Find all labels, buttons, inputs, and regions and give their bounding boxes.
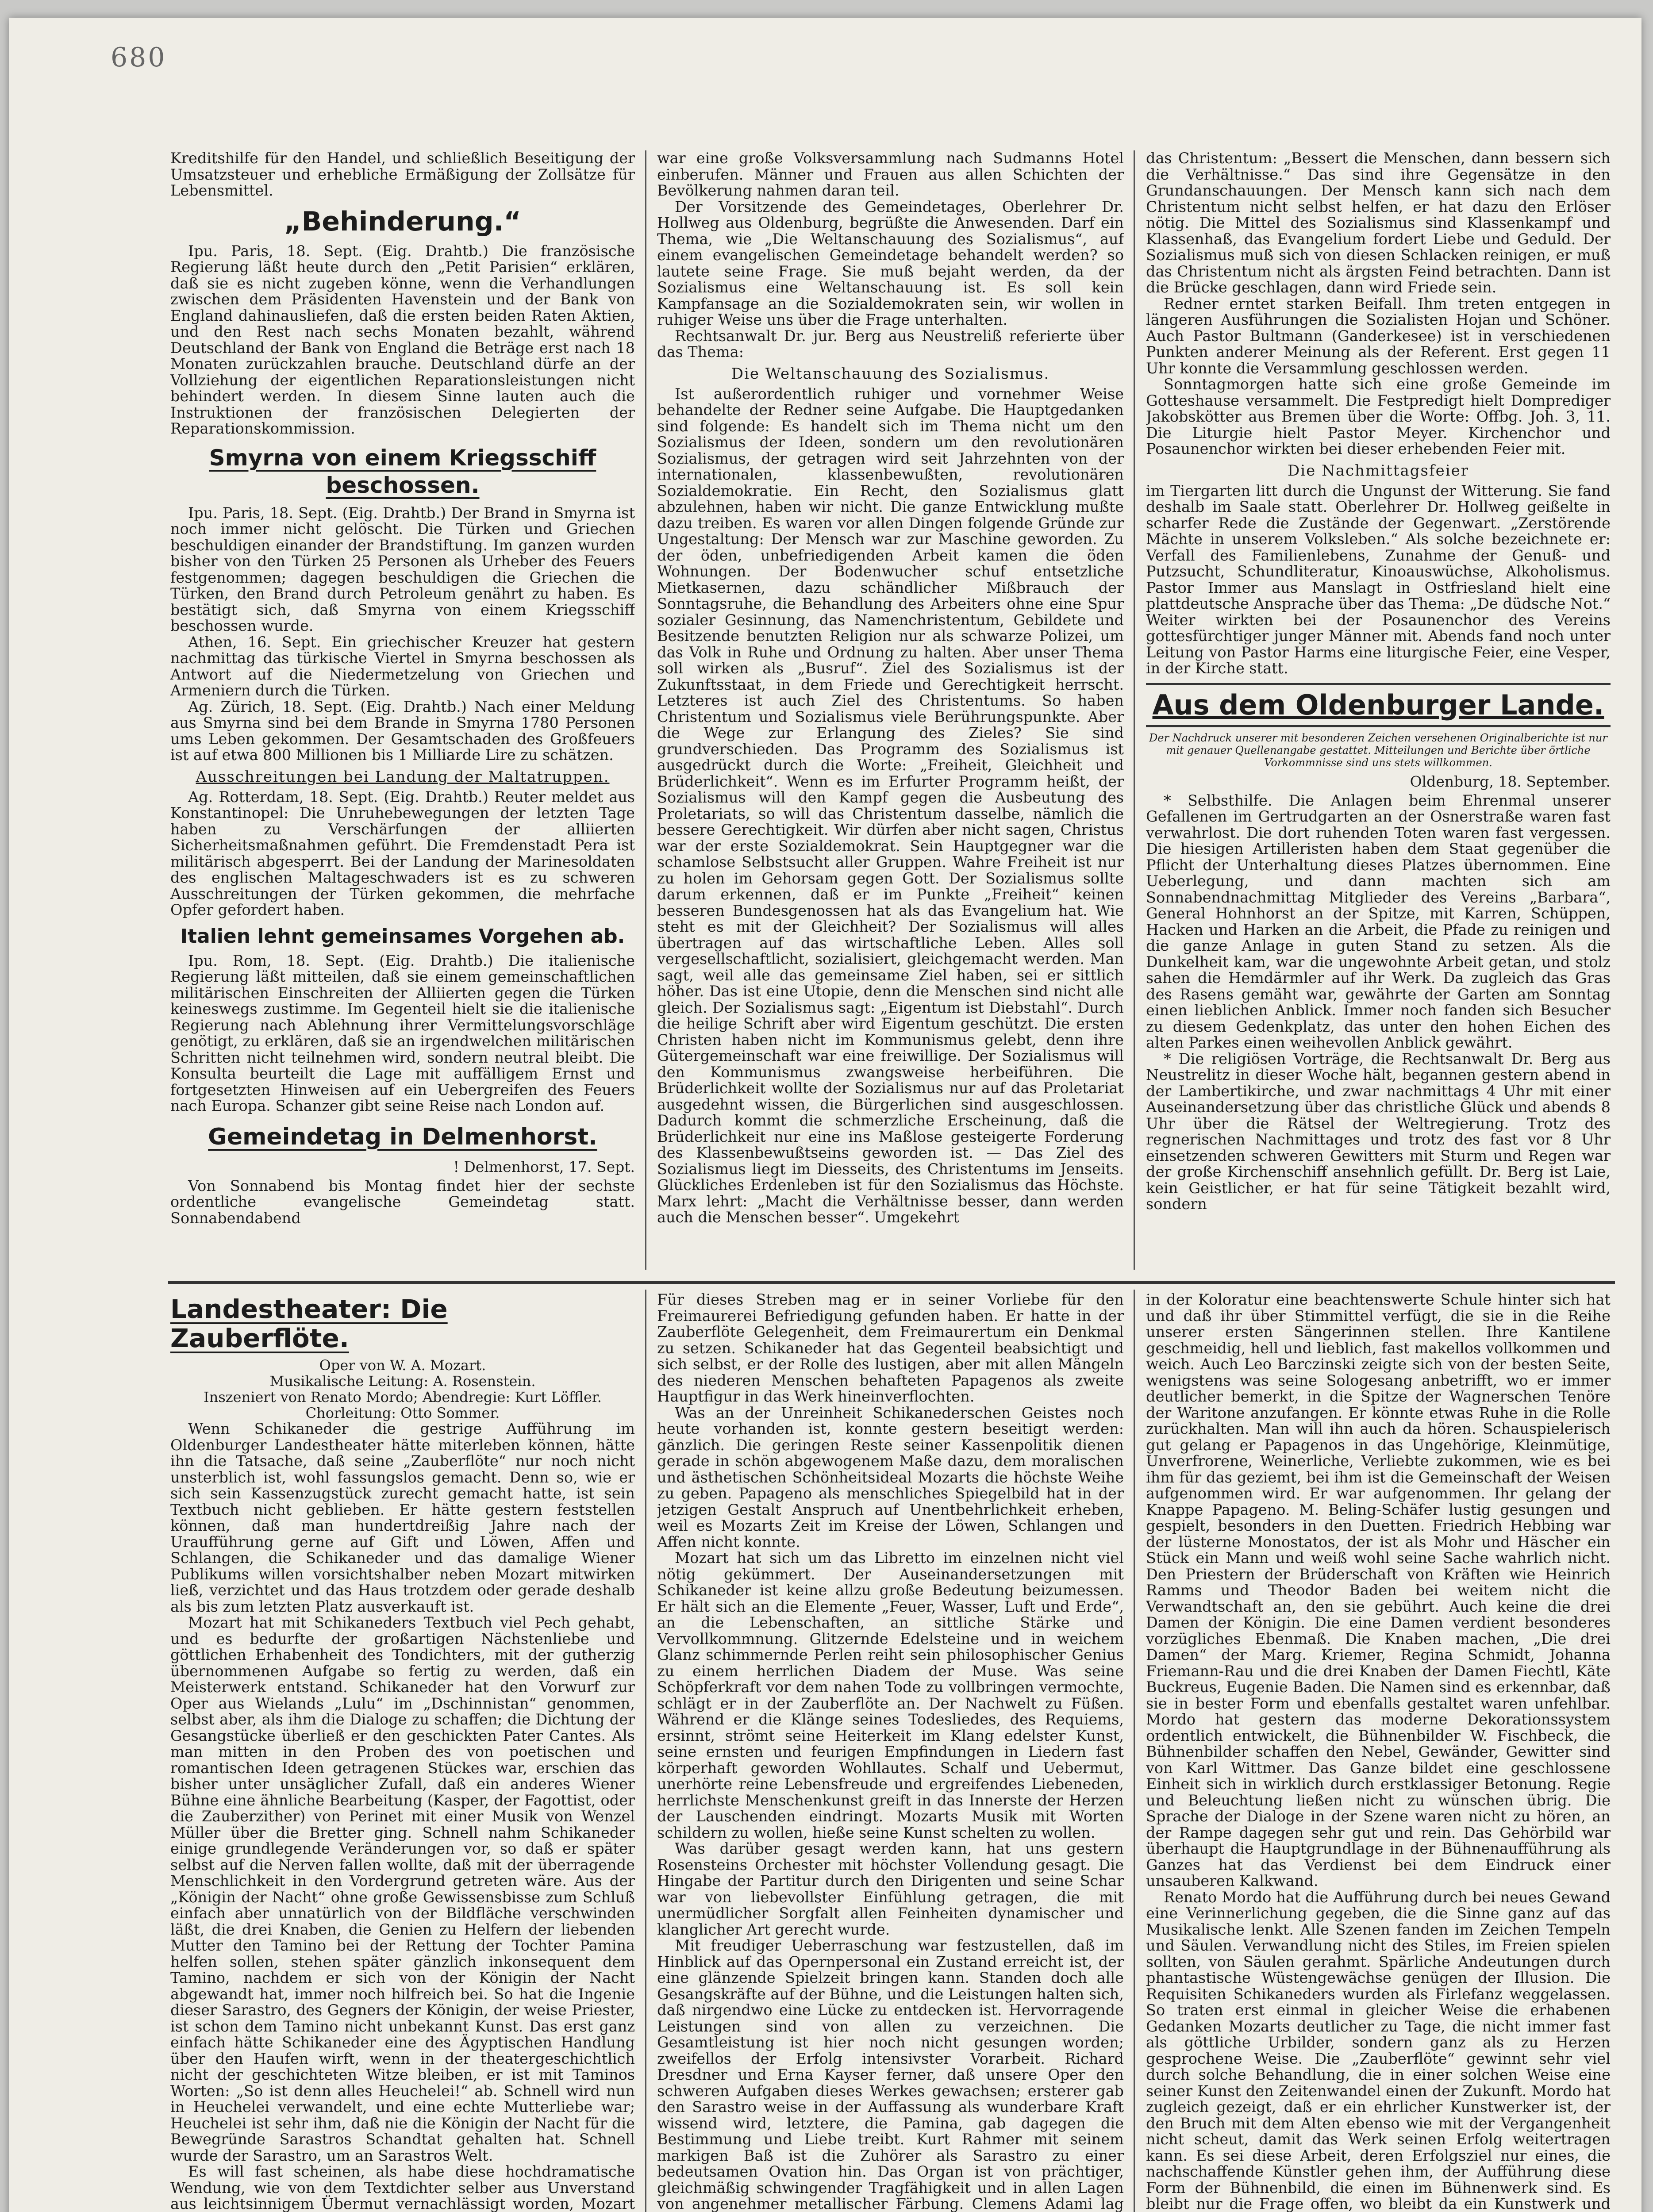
credit-opera: Oper von W. A. Mozart. [319, 1357, 486, 1374]
oldenburger-lande-headline: Aus dem Oldenburger Lande. [1146, 683, 1611, 727]
selbsthilfe-paragraph: * Selbsthilfe. Die Anlagen beim Ehrenmal unserer Gefallenen im Gertrudgarten an der Osnerstraße waren fast verwahrlost. Die dort ruhenden Toten waren fast vergessen. Die hiesigen Artilleristen haben dem Staat gegenüber die Pflicht der Unterhaltung dieses Platzes übernommen. Eine Ueberlegung, und dann machten sich am Sonnabendnachmittag Mitglieder des Vereins „Barbara“, General Hohnhorst an der Spitze, mit Karren, Schüppen, Hacken und Harken an die Arbeit, die Pfade zu reinigen und die ganze Anlage in guten Stand zu setzen. Als die Dunkelheit kam, war die ungewohnte Arbeit getan, und stolz sahen die Hemdärmler auf ihr Werk. Da zugleich das Gras des Rasens gemäht war, gewährte der Garten am Sonntag einen lieblichen Anblick. Immer noch fanden sich Besucher zu diesem Gedenkplatz, das unter den hohen Eichen des alten Parkes einen weihevollen Anblick gewährt. [1146, 791, 1611, 1051]
review-paragraph-6: Mozart hat sich um das Libretto im einzelnen nicht viel nötig gekümmert. Der Auseinandersetzungen mit Schikaneder ist keine allzu große Bedeutung beizumessen. Er hält sich an die Elemente „Feuer, Wasser, Luft und Erde“, an die Lebenschaften, an sittliche Stärke und Vervollkommnung. Glitzernde Edelsteine und in weichem Glanz schimmernde Perlen reiht sein philosophischer Genius zu einem herrlichen Diadem der Muse. Was seine Schöpferkraft vor dem nahen Tode zu vollbringen vermochte, schlägt er in der Zauberflöte an. Der Nachwelt zu Füßen. Während er die Klänge seines Todesliedes, des Requiems, ersinnt, strömt seine Heiterkeit im Klang edelster Kunst, seine ernsten und feurigen Empfindungen in Liedern fast körperhaft geworden Wohllautes. Schalf und Uebermut, unerhörte reine Lebensfreude und ergreifendes Liebeneden, herrlichste Menschenkunst greift in das Innerste der Herzen der Lauschenden eindringt. Mozarts Musik mit Worten schildern zu wollen, hieße seine Kunst schelten zu wollen. [657, 1549, 1124, 1841]
credit-music: Musikalische Leitung: A. Rosenstein. [269, 1373, 536, 1390]
weltanschauung-paragraph: Ist außerordentlich ruhiger und vornehmer Weise behandelte der Redner seine Aufgabe. Die Hauptgedanken sind folgende: Es handelt sich im Thema nicht um den Sozialismus der Ideen, sondern um den revolutionären Sozialismus, der getragen wird seit Jahrzehnten von der internationalen, klassenbewußten, revolutionären Sozialdemokratie. Ein Recht, den Sozialismus glatt abzulehnen, haben wir nicht. Die ganze Entwicklung mußte dazu treiben. Es waren vor allen Dingen folgende Gründe zur Ungestaltung: Der Mensch war zur Maschine geworden. Zu der öden, unbefriedigenden Arbeit kamen die öden Wohnungen. Der Bodenwucher schuf entsetzliche Mietkasernen, dazu schändlicher Mißbrauch der Sonntagsruhe, die Behandlung des Arbeiters ohne eine Spur sozialer Gesinnung, das Namenchristentum, Gebildete und Besitzende benutzten Religion nur als schwarze Polizei, um das Volk in Ruhe und Ordnung zu halten. Aber unser Thema soll wirken als „Busruf“. Ziel des Sozialismus ist der Zukunftsstaat, in dem Friede und Gerechtigkeit herrscht. Letzteres ist auch Ziel des Christentums. So haben Christentum und Sozialismus viele Berührungspunkte. Aber die Wege zur Erlangung des Zieles? Sie sind grundverschieden. Das Programm des Sozialismus ist ausgedrückt durch die Worte: „Freiheit, Gleichheit und Brüderlichkeit“. Wenn es im Erfurter Programm heißt, der Sozialismus will den Kampf gegen die Ausbeutung des Proletariats, so will das Christentum dasselbe, nämlich die bessere Gerechtigkeit. Wir dürfen aber nicht sagen, Christus war der erste Sozialdemokrat. Sein Hauptgegner war die schamlose Selbstsucht aller Gruppen. Wahre Freiheit ist nur zu holen im Gehorsam gegen Gott. Der Sozialismus sollte darum erkennen, daß er im Punkte „Freiheit“ keinen besseren Bundesgenossen hat als das Evangelium hat. Wie steht es mit der Gleichheit? Der Sozialismus will alles übertragen auf das wirtschaftliche Leben. Alles soll vergesellschaftlicht, sozialisiert, gleichgemacht werden. Man sagt, weil alle das gemeinsame Ziel haben, sei er sittlich höher. Das ist eine Utopie, denn die Menschen sind nicht alle gleich. Der Sozialismus sagt: „Eigentum ist Diebstahl“. Durch die heilige Schrift aber wird Eigentum geschützt. Die ersten Christen haben nicht im Kommunismus gelebt, denn ihre Gütergemeinschaft war eine freiwillige. Der Sozialismus will den Kommunismus zwangsweise herbeiführen. Die Brüderlichkeit wollte der Sozialismus nur auf das Proletariat ausgedehnt wissen, die Bürgerlichen sind ausgeschlossen. Dadurch kommt die schmerzliche Erscheinung, daß die Brüderlichkeit nur eine ins Maßlose gesteigerte Forderung des Klassenbewußtseins geworden ist. — Das Ziel des Sozialismus liegt im Diesseits, des Christentums im Jenseits. Glückliches Erdenleben ist für den Sozialismus das Höchste. Marx lehrt: „Macht die Verhältnisse besser, dann werden auch die Menschen besser“. Umgekehrt [657, 385, 1124, 1226]
smyrna-paragraph-3: Ag. Zürich, 18. Sept. (Eig. Drahtb.) Nach einer Meldung aus Smyrna sind bei dem Brande in Smyrna 1780 Personen ums Leben gekommen. Der Gesamtschaden des Großfeuers ist auf etwa 800 Millionen bis 1 Milliarde Lire zu schätzen. [170, 698, 635, 764]
smyrna-paragraph-2: Athen, 16. Sept. Ein griechischer Kreuzer hat gestern nachmittag das türkische Viertel in Smyrna beschossen als Antwort auf die Niedermetzelung von Griechen und Armeniern durch die Türken. [170, 633, 635, 699]
italien-headline: Italien lehnt gemeinsames Vorgehen ab. [180, 925, 625, 948]
credits-block [170, 1357, 635, 1421]
review-paragraph-1: Wenn Schikaneder die gestrige Aufführung im Oldenburger Landestheater hätte miterleben können, hätte ihn die Tatsache, daß seine „Zauberflöte“ nur noch nicht unsterblich ist, wohl fassungslos gemacht. Denn so, wie er sich sein Kassenzugstück zurecht gemacht hatte, ist sein Textbuch nicht geblieben. Er hätte gestern feststellen können, daß man hundertdreißig Jahre nach der Uraufführung gerne auf Gift und Löwen, Affen und Schlangen, die Schikaneder und das damalige Wiener Publikums willen vorsichtshalber neben Mozart mitwirken ließ, verzichtet und das Haus trotzdem oder gerade deshalb als bis zum letzten Platz ausverkauft ist. [170, 1420, 635, 1615]
nachmittagsfeier-paragraph: im Tiergarten litt durch die Ungunst der Witterung. Sie fand deshalb im Saale statt. Oberlehrer Dr. Hollweg geißelte in scharfer Rede die Zustände der Gegenwart. „Zerstörende Mächte in unserem Volksleben.“ Als solche bezeichnete er: Verfall des Familienlebens, Zunahme der Genuß- und Putzsucht, Schundliteratur, Kinoauswüchse, Alkoholismus. Pastor Immer aus Manslagt in Ostfriesland hielt eine plattdeutsche Ansprache über das Thema: „De düdsche Not.“ Weiter wirkten bei der Posaunenchor des Vereins gottesfürchtiger junger Männer mit. Abends fand noch unter Leitung von Pastor Harms eine liturgische Feier, eine Vesper, in der Kirche statt. [1146, 482, 1611, 677]
page-number: 680 [111, 42, 167, 73]
smyrna-paragraph-1: Ipu. Paris, 18. Sept. (Eig. Drahtb.) Der Brand in Smyrna ist noch immer nicht gelöscht. Die Türken und Griechen beschuldigen einander der Brandstiftung. Im ganzen wurden bisher von den Türken 25 Personen als Urheber des Feuers festgenommen; dagegen beschuldigen die Griechen die Türken, den Brand durch Petroleum genährt zu haben. Es bestätigt sich, daß Smyrna von einem Kriegsschiff beschossen wurde. [170, 504, 635, 634]
column-rule-2 [1134, 150, 1135, 1270]
smyrna-headline: Smyrna von einem Kriegsschiff beschossen. [209, 445, 596, 498]
behinderung-paragraph: Ipu. Paris, 18. Sept. (Eig. Drahtb.) Die französische Regierung läßt heute durch den „Petit Parisien“ erklären, daß sie es nicht zugeben könne, wenn die Verhandlungen zwischen dem Präsidenten Havenstein und der Bank von England dahinausliefen, daß die ersten beiden Raten Aktien, und den Rest nach sechs Monaten bezahlt, während Deutschland der Bank von England die Beträge erst nach 18 Monaten zurückzahlen brauche. Deutschland dürfe an der Vollziehung der eigentlichen Reparationsleistungen nicht behindert werden. In diesem Sinne lauten auch die Instruktionen der französischen Delegierten der Reparationskommission. [170, 242, 635, 437]
christentum-paragraph: das Christentum: „Bessert die Menschen, dann bessern sich die Verhältnisse.“ Das sind ihre Gegensätze in den Grundanschauungen. Der Mensch kann sich nach dem Christentum nicht selbst helfen, er hat dazu den Erlöser nötig. Die Mittel des Sozialismus sind Klassenkampf und Klassenhaß, das Evangelium fordert Liebe und Geduld. Der Sozialismus muß sich von diesen Schlacken reinigen, er muß das Christentum nicht als ärgsten Feind betrachten. Dann ist die Brücke geschlagen, dann wird Friede sein. [1146, 150, 1611, 296]
lower-column-2 [657, 1292, 1124, 2212]
zauberfloete-headline: Landestheater: Die Zauberflöte. [170, 1294, 448, 1353]
review-paragraph-8: Mit freudiger Ueberraschung war festzustellen, daß im Hinblick auf das Opernpersonal ein Zustand erreicht ist, der eine glänzende Spielzeit bringen kann. Standen doch alle Gesangskräfte auf der Bühne, und die Leistungen halten sich, daß nirgendwo eine Lücke zu entdecken ist. Hervorragende Leistungen sind von allen zu verzeichnen. Die Gesamtleistung ist hier noch nicht gesungen worden; zweifellos der Erfolg intensivster Vorarbeit. Richard Dresdner und Erna Kayser ferner, daß unsere Oper den schweren Aufgaben dieses Werkes gewachsen; ersterer gab den Sarastro weise in der Auffassung als wunderbare Kraft wissend wird, letztere, die Pamina, gab dagegen die Bestimmung und Liebe treibt. Kurt Rahmer mit seinem markigen Baß ist die Zuhörer als Sarastro zu einer bedeutsamen Ovation hin. Das Organ ist von prächtiger, gleichmäßig schwingender Tragfähigkeit und in allen Lagen von angenehmer metallischer Färbung. Clemens Adami lag [657, 1937, 1124, 2212]
berg-intro-paragraph: Rechtsanwalt Dr. jur. Berg aus Neustreliß referierte über das Thema: [657, 327, 1124, 361]
column-rule-4 [1134, 1290, 1135, 2212]
hollweg-paragraph: Der Vorsitzende des Gemeindetages, Oberlehrer Dr. Hollweg aus Oldenburg, begrüßte die Anwesenden. Darf ein Thema, wie „Die Weltanschauung des Sozialismus“, auf einem evangelischen Gemeindetage behandelt werden? so lautete seine Frage. Sie muß bejaht werden, da der Sozialismus eine Weltanschauung ist. Es soll kein Kampfansage an die Sozialdemokraten sein, wir wollen in ruhiger Weise uns über die Frage unterhalten. [657, 198, 1124, 328]
gemeindetag-paragraph: Von Sonnabend bis Montag findet hier der sechste ordentliche evangelische Gemeindetag statt. Sonnabendabend [170, 1177, 635, 1227]
nachmittagsfeier-subhead: Die Nachmittagsfeier [1288, 461, 1469, 480]
gemeindetag-dateline: ! Delmenhorst, 17. Sept. [453, 1158, 635, 1175]
upper-column-2 [657, 150, 1124, 1274]
column-rule-1 [645, 150, 646, 1270]
review-paragraph-2: Mozart hat mit Schikaneders Textbuch viel Pech gehabt, und es bedurfte der großartigen Nächstenliebe und göttlichen Erhabenheit des Tondichters, mit der gutherzig übernommenen Aufgabe so fertig zu werden, daß ein Meisterwerk entstand. Schikaneder hat den Vorwurf zur Oper aus Wielands „Lulu“ im „Dschinnistan“ genommen, selbst aber, als ihm die Dialoge zu schaffen; die Dichtung der Gesangstücke überließ er den geschickten Pater Cantes. Als man mitten in den Proben des von poetischen und romantischen Ideen getragenen Stückes war, erschien das bisher unter unsäglicher Zufall, daß ein anderes Wiener Bühne eine ähnliche Bearbeitung (Kasper, der Fagottist, oder die Zauberzither) von Perinet mit einer Musik von Wenzel Müller über die Bretter ging. Schnell nahm Schikaneder einige grundlegende Veränderungen vor, so daß er später selbst auf die Nerven fallen wollte, daß mit der überragende Menschlichkeit in den Vordergrund getreten wäre. Aus der „Königin der Nacht“ ohne große Gewissensbisse zum Schluß einfach aber unnatürlich von der Bildfläche verschwinden läßt, die drei Knaben, die Genien zu Helfern der liebenden Mutter den Tamino bei der Rettung der Tochter Pamina helfen sollen, stehen später gänzlich inkonsequent dem Tamino, nachdem er sich von der Königin der Nacht abgewandt hat, immer noch hilfreich bei. So hat die Ingenie dieser Sarastro, des Gegners der Königin, der weise Priester, ist schon dem Tamino nicht unbekannt Kunst. Das erst ganz einfach hätte Schikaneder eine des Ägyptischen Handlung über den Haufen wirft, wenn in der theatergeschichtlich nicht der geschichteten Witze bleiben, er ist mit Taminos Worten: „So ist denn alles Heuchelei!“ ab. Schnell wird nun in Heuchelei verwandelt, und eine echte Mutterliebe war; Heuchelei ist sehr ihm, daß nie die Königin der Nacht für die Bewegründe Sarastros Schandtat gehalten hat. Schnell wurde der Sarastro, um an Sarastros Welt. [170, 1614, 635, 2164]
nachdruck-notice: Der Nachdruck unserer mit besonderen Zeichen versehenen Originalberichte ist nur mit genauer Quellenangabe gestattet. Mitteilungen und Berichte über örtliche Vorkommnisse sind uns stets willkommen. [1149, 731, 1607, 769]
oldenburg-dateline: Oldenburg, 18. September. [1410, 772, 1611, 790]
intro-paragraph: Kreditshilfe für den Handel, und schließlich Beseitigung der Umsatzsteuer und erhebliche Ermäßigung der Zollsätze für Lebensmittel. [170, 150, 635, 199]
upper-column-1 [170, 150, 635, 1274]
beifall-paragraph: Redner erntet starken Beifall. Ihm treten entgegen in längeren Ausführungen die Sozialisten Hojan und Schöner. Auch Pastor Bultmann (Ganderkesee) ist in verschiedenen Punkten anderer Meinung als der Referent. Erst gegen 11 Uhr konnte die Versammlung geschlossen werden. [1146, 295, 1611, 377]
review-paragraph-4: Für dieses Streben mag er in seiner Vorliebe für den Freimaurerei Befriedigung gefunden haben. Er hatte in der Zauberflöte Gelegenheit, dem Freimaurertum ein Denkmal zu setzen. Schikaneder hat das Gegenteil beabsichtigt und sich selbst, er der Rolle des lustigen, aber mit allen Mängeln des niederen Menschen behafteten Papagenos als zweite Hauptfigur in das Werk hineinverflochten. [657, 1292, 1124, 1405]
review-paragraph-3: Es will fast scheinen, als habe diese hochdramatische Wendung, wie von dem Textdichter selber aus Unverstand aus leichtsinnigem Übermut vernachlässigt worden, Mozart [170, 2163, 635, 2212]
weltanschauung-subhead: Die Weltanschauung des Sozialismus. [731, 365, 1050, 383]
review-paragraph-9: in der Koloratur eine beachtenswerte Schule hinter sich hat und daß ihr über Stimmittel verfügt, die sie in die Reihe unserer ersten Sängerinnen stellen. Ihre Kantilene geschmeidig, hell und lieblich, fast makellos vollkommen und weich. Auch Leo Barczinski zeigte sich von der besten Seite, wenigstens was seine Sologesang anbetrifft, wo er immer deutlicher bemerkt, in die Spitze der Wagnerschen Tenöre der Waritone anzufangen. Er könnte etwas Ruhe in die Rolle zurückhalten. Man will ihn auch da hören. Schauspielerisch gut gelang er Papagenos in das Ungehörige, Kleinmütige, Unverfrorene, Weinerliche, Verliebte zukommen, wie es bei ihm für das geziemt, bei ihm ist die Gemeinschaft der Weisen aufgenommen wird. Er war aufgenommen. Ihr gelang der Knappe Papageno. M. Beling-Schäfer lustig gesungen und gespielt, besonders in den Duetten. Friedrich Hebbing war der lüsterne Monostatos, der ist als Mohr und Häscher ein Stück ein Mann und weiß wohl seine Sache wahrlich nicht. Den Priestern der Brüderschaft von Kräften wie Heinrich Ramms und Theodor Baden bei weitem nicht die Verwandtschaft an, den sie gebührt. Auch keine die drei Damen der Königin. Die eine Damen verdient besonderes vorzügliches Ebenmaß. Die Knaben machen, „Die drei Damen“ der Marg. Kriemer, Regina Schmidt, Johanna Friemann-Rau und die drei Knaben der Damen Fiechtl, Käte Buckreus, Eugenie Baden. Die Namen sind es erkennbar, daß sie in bester Form und ebenfalls gestaltet waren unfehlbar. Mordo hat gestern das moderne Dekorationssystem ordentlich entwickelt, die Bühnenbilder W. Fischbeck, die Bühnenbilder schaffen den Nebel, Gewänder, Gewitter sind von Karl Wittmer. Das Ganze bildet eine geschlossene Einheit sich in wirklich durch erstklassiger Betonung. Regie und Beleuchtung ließen nicht zu wünschen übrig. Die Sprache der Dialoge in der Szene waren nicht zu hören, an der Rampe dagegen sehr gut und rein. Das Gehörbild war überhaupt die Hauptgrundlage in der Bühnenaufführung als Ganzes hat das Verdienst bei dem Eindruck einer unsauberen Kalkwand. [1146, 1292, 1611, 1889]
review-paragraph-5: Was an der Unreinheit Schikanederschen Geistes noch heute vorhanden ist, konnte gestern beseitigt werden: gänzlich. Die geringen Reste seiner Kassenpolitik dienen gerade in schön abgewogenem Maße dazu, dem moralischen und ästhetischen Schönheitsideal Mozarts die höchste Weihe zu geben. Papageno als menschliches Spiegelbild hat in der jetzigen Gestalt Anspruch auf Unentbehrlichkeit erheben, weil es Mozarts Zeit im Kreise der Löwen, Schlangen und Affen nicht konnte. [657, 1404, 1124, 1551]
credit-chorus: Chorleitung: Otto Sommer. [305, 1405, 500, 1421]
malta-headline: Ausschreitungen bei Landung der Maltatruppen. [196, 768, 610, 786]
vortraege-paragraph: * Die religiösen Vorträge, die Rechtsanwalt Dr. Berg aus Neustrelitz in dieser Woche hält, begannen gestern abend in der Lambertikirche, und zwar nachmittags 4 Uhr mit einer Auseinandersetzung über das christliche Glück und abends 8 Uhr über die Rätsel der Weltregierung. Trotz des regnerischen Nachmittages und trotz des fast vor 8 Uhr einsetzenden schweren Gewitters mit Sturm und Regen war der große Kirchenschiff ansehnlich gefüllt. Dr. Berg ist Laie, kein Geistlicher, er hat für seine Tätigkeit bezahlt wird, sondern [1146, 1050, 1611, 1213]
lower-column-1 [170, 1292, 635, 2212]
sonntagmorgen-paragraph: Sonntagmorgen hatte sich eine große Gemeinde im Gotteshause versammelt. Die Festpredigt hielt Domprediger Jakobskötter aus Bremen über die Worte: Offbg. Joh. 3, 11. Die Liturgie hielt Pastor Meyer. Kirchenchor und Posaunenchor wirkten bei dieser erhebenden Feier mit. [1146, 376, 1611, 457]
review-paragraph-7: Was darüber gesagt werden kann, hat uns gestern Rosensteins Orchester mit höchster Vollendung gesagt. Die Hingabe der Partitur durch den Dirigenten und seine Schar war von liebevollster Einfühlung getragen, die mit unermüdlicher Sorgfalt allen Feinheiten dynamischer und klanglicher Art gerecht wurde. [657, 1840, 1124, 1938]
volksversammlung-paragraph: war eine große Volksversammlung nach Sudmanns Hotel einberufen. Männer und Frauen aus allen Schichten der Bevölkerung nahmen daran teil. [657, 150, 1124, 199]
review-paragraph-10: Renato Mordo hat die Aufführung durch bei neues Gewand eine Verinnerlichung gegeben, die die Sinne ganz auf das Musikalische lenkt. Alle Szenen fanden im Zeichen Tempeln und Säulen. Verwandlung nicht des Stiles, im Freien spielen sollten, von Säulen gerahmt. Spärliche Andeutungen durch phantastische Wüstengewächse genügen der Illusion. Die Requisiten Schikaneders wurden als Firlefanz weggelassen. So traten erst einmal in gleicher Weise die erhabenen Gedanken Mozarts deutlicher zu Tage, die nicht immer fast als göttliche Urbilder, sondern ganz als zu Herzen gesprochene Weise. Die „Zauberflöte“ gewinnt sehr viel durch solche Behandlung, die in einer solchen Weise eine seiner Kunst den Zeitenwandel einen der Zukunft. Mordo hat zugleich gezeigt, daß er ein ehrlicher Kunstwerker ist, der den Bruch mit dem Alten ebenso wie mit der Vergangenheit nicht scheut, damit das Werk seinen Erfolg weitertragen kann. Es sei diese Arbeit, deren Erfolgsziel nur eines, die nachschaffende Künstler gehen ihm, der Aufführung diese Form der Bühnenbild, die einen im Bühnenwerk sind. Es bleibt nur die Frage offen, wo bleibt da ein Kunstwerk und [1146, 1888, 1611, 2212]
column-rule-3 [645, 1290, 646, 2212]
italien-paragraph: Ipu. Rom, 18. Sept. (Eig. Drahtb.) Die italienische Regierung läßt mitteilen, daß sie einem gemeinschaftlichen militärischen Einschreiten der Alliierten gegen die Türken keineswegs zustimme. Im Gegenteil hielt sie die italienische Regierung nach Ablehnung ihrer Vermittelungsvorschläge genötigt, zu erklären, daß sie an irgendwelchen militärischen Schritten nicht teilnehmen wird, sondern neutral bleibt. Die Konsulta beurteilt die Lage mit auffälligem Ernst und fortgesetzten Hinweisen auf ein Uebergreifen des Feuers nach Europa. Schanzer gibt seine Reise nach London auf. [170, 952, 635, 1114]
malta-paragraph: Ag. Rotterdam, 18. Sept. (Eig. Drahtb.) Reuter meldet aus Konstantinopel: Die Unruhebewegungen der letzten Tage haben zu Verschärfungen der alliierten Sicherheitsmaßnahmen geführt. Die Fremdenstadt Pera ist militärisch abgesperrt. Bei der Landung der Marinesoldaten des englischen Maltageschwaders ist es zu schweren Ausschreitungen der Türken gekommen, die mehrfache Opfer gefordert haben. [170, 788, 635, 918]
gemeindetag-headline: Gemeindetag in Delmenhorst. [208, 1123, 597, 1150]
lower-column-3 [1146, 1292, 1611, 2212]
upper-column-3 [1146, 150, 1611, 1274]
section-divider [168, 1281, 1615, 1284]
credit-staging: Inszeniert von Renato Mordo; Abendregie: Kurt Löffler. [204, 1389, 602, 1406]
behinderung-headline: „Behinderung.“ [284, 206, 521, 237]
